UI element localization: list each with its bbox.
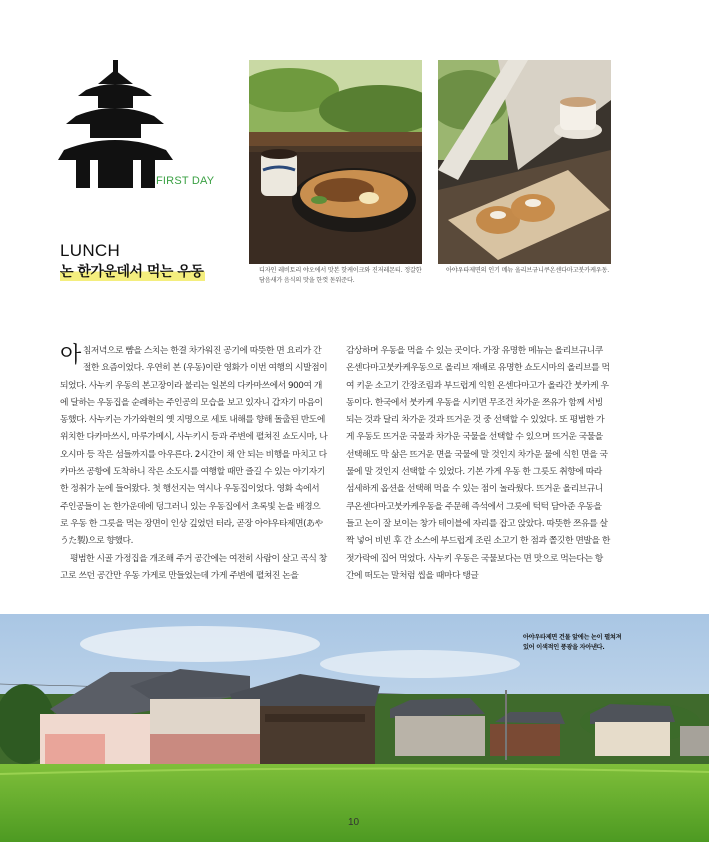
article-paragraph: 감상하며 우동을 먹을 수 있는 곳이다. 가장 유명한 메뉴는 올리브규니쿠온센다마고붓카케우동으로 올리브 재배로 유명한 쇼도시마의 올리브를 먹여 키운 소고기 간장조림과 부드럽게 익힌 온센다마고가 올라간 붓카케 우동이다. 한국에서 붓카케 우동을 시키면 무조건 차가운 쯔유가 함께 서빙되는 것과 달리 차가운 것과 뜨거운 것 중 선택할 수 있었다. 또 평범한 가게 우동도 뜨거운 국물과 차가운 국물을 선택할 수 있으며 뜨거운 국물을 선택해도 막 삶은 뜨거운 면을 국물에 말 것인지 차가운 물에 식힌 면을 국물에 말 것인지 선택할 수 있었다. 기본 가게 우동 한 그릇도 취향에 따라 섬세하게 옵션을 선택해 먹을 수 있는 점이 놀라웠다. 뜨거운 올리브규니쿠온센다마고붓카케우동을 주문해 즉석에서 그릇에 턱턱 담아준 우동을 들고 논이 잘 보이는 창가 테이블에 자리를 잡고 앉았다. 따뜻한 쯔유를 살짝 넣어 비빈 후 간 소스에 부드럽게 조린 소고기 한 점과 쫄깃한 면발을 한 젓가락에 집어 먹었다. 사누키 우동은 국물보다는 면 맛으로 먹는다는 항간에 떠도는 말처럼 씹을 때마다 탱글 bbox=[346, 346, 610, 581]
pagoda-icon bbox=[58, 60, 173, 188]
photo-caption: 디자인 레비토리 야오에서 맛본 핫케이크와 진저레몬티. 정갈한 담음새가 음식의 맛을 한껏 돋워준다. bbox=[259, 267, 422, 284]
village-photo-caption: 아야우타제면 건물 앞에는 논이 펼쳐져 있어 이색적인 풍광을 자아낸다. bbox=[523, 634, 622, 651]
article-paragraph: 침저녁으로 뺨을 스치는 한결 차가워진 공기에 따뜻한 면 요리가 간절한 요즘이었다. 우연히 본 (우동)이란 영화가 이번 여행의 시발점이 되었다. 사누키 우동의 본고장이라 불리는 일본의 다카마쓰에서 900여 개에 달하는 우동집을 순례하는 주인공의 모습을 보고 있자니 갑자기 마음이 동했다. 사누키는 가가와현의 옛 지명으로 세토 내해를 향해 돌출된 반도에 위치한 다카마쓰시, 마루가메시, 사누키시 등과 주변에 펼쳐진 쇼도시마, 나오시마 등 작은 섬들까지를 아우른다. 2시간이 채 안 되는 비행을 마치고 다카마쓰 공항에 도착하니 작은 소도시를 여행할 때만 즐길 수 있는 아기자기한 정취가 눈에 들어왔다. 첫 행선지는 역시나 우동집이었다. 영화 속에서 주인공들이 논 한가운데에 덩그러니 있는 우동집에서 초록빛 논을 배경으로 우동 한 그릇을 먹는 장면이 인상 깊었던 터라, 곧장 아야우타제면(あやうた製)으로 향했다. bbox=[60, 346, 328, 547]
photo-caption: 아야우타제면의 인기 메뉴 올리브규니쿠온센다마고붓카케우동. bbox=[446, 267, 610, 274]
hotcake-photo bbox=[438, 60, 611, 264]
page-number: 10 bbox=[348, 817, 360, 828]
drop-cap: 아 bbox=[60, 343, 81, 368]
day-label: FIRST DAY bbox=[156, 175, 215, 187]
udon-photo bbox=[249, 60, 422, 264]
article-column-2 bbox=[346, 343, 610, 585]
article-column-1 bbox=[60, 343, 328, 585]
headline: 논 한가운데서 먹는 우동 bbox=[60, 261, 205, 281]
section-label: LUNCH bbox=[60, 241, 121, 260]
article-paragraph: 평범한 시골 가정집을 개조해 주거 공간에는 여전히 사람이 살고 곡식 창고로 쓰던 공간만 우동 가게로 만들었는데 가게 주변에 펼쳐진 논을 bbox=[60, 553, 327, 581]
